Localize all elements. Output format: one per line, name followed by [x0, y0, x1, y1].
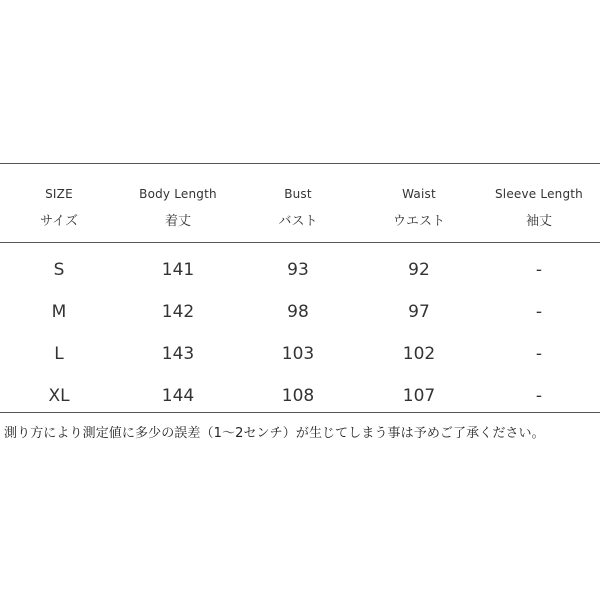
cell-size: S	[53, 260, 65, 280]
header-bust-en: Bust	[284, 187, 312, 201]
cell-waist: 97	[408, 302, 430, 322]
measurement-note: 測り方により測定値に多少の誤差（1〜2センチ）が生じてしまう事は予めご了承ください。	[4, 426, 545, 441]
header-body-length-ja: 着丈	[164, 214, 191, 229]
cell-size: XL	[48, 386, 70, 406]
cell-sleeve-length: -	[535, 386, 543, 406]
header-size-en: SIZE	[45, 187, 73, 201]
header-waist-en: Waist	[402, 187, 436, 201]
header-divider	[0, 242, 600, 243]
cell-bust: 103	[281, 344, 315, 364]
cell-body-length: 143	[161, 344, 195, 364]
cell-bust: 93	[287, 260, 309, 280]
header-body-length-en: Body Length	[139, 187, 217, 201]
cell-size: L	[54, 344, 64, 364]
cell-bust: 108	[281, 386, 315, 406]
cell-bust: 98	[287, 302, 309, 322]
cell-waist: 92	[408, 260, 430, 280]
header-bust-ja: バスト	[278, 214, 318, 229]
cell-waist: 102	[402, 344, 436, 364]
size-table	[0, 163, 600, 413]
cell-sleeve-length: -	[535, 344, 543, 364]
cell-size: M	[51, 302, 67, 322]
header-waist-ja: ウエスト	[392, 214, 445, 229]
cell-body-length: 144	[161, 386, 195, 406]
cell-sleeve-length: -	[535, 302, 543, 322]
cell-sleeve-length: -	[535, 260, 543, 280]
cell-waist: 107	[402, 386, 436, 406]
header-size-ja: サイズ	[40, 214, 78, 229]
cell-body-length: 142	[161, 302, 195, 322]
header-sleeve-length-ja: 袖丈	[525, 214, 552, 229]
cell-body-length: 141	[161, 260, 195, 280]
header-sleeve-length-en: Sleeve Length	[494, 187, 583, 201]
